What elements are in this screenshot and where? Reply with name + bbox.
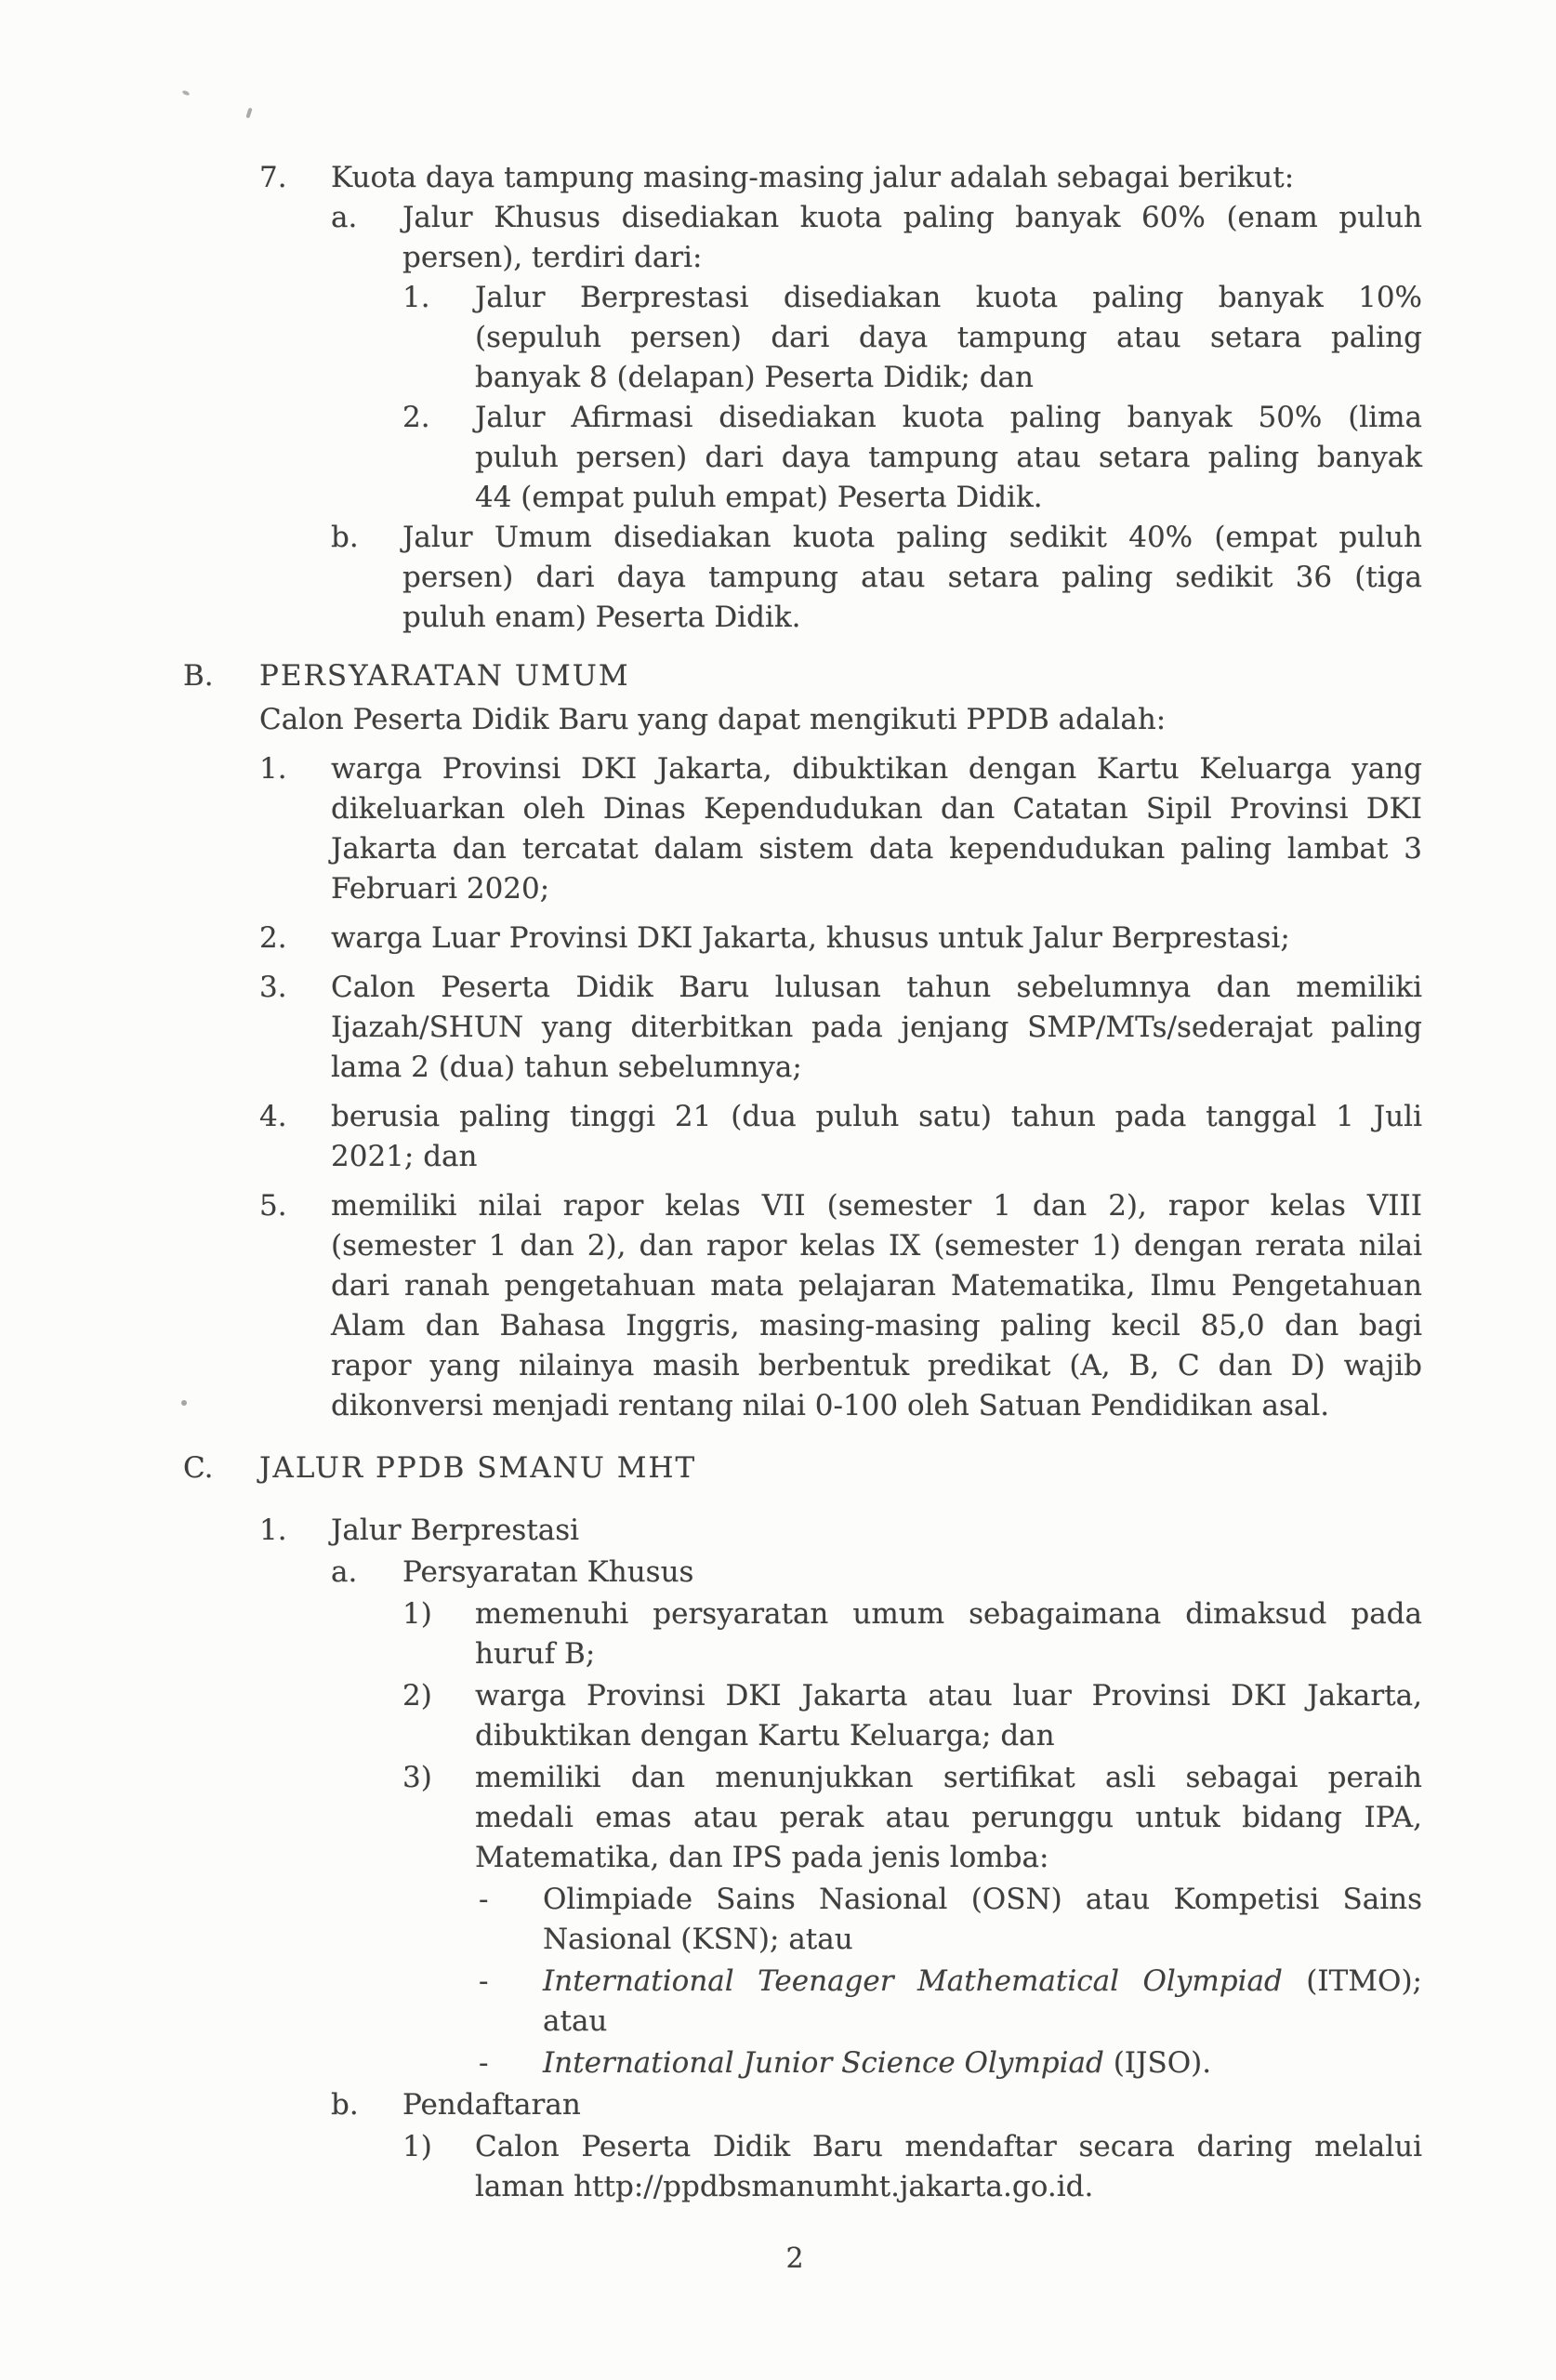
text-line: Jalur Berprestasi (331, 1514, 580, 1547)
text-line: rapor yang nilainya masih berbentuk predikat (A, B, C dan D) wajib (331, 1349, 1422, 1382)
text-line: warga Provinsi DKI Jakarta, dibuktikan dengan Kartu Keluarga yang (331, 752, 1422, 786)
text-line: Matematika, dan IPS pada jenis lomba: (475, 1841, 1049, 1874)
text-line: Calon Peserta Didik Baru mendaftar secara daring melalui (475, 2130, 1422, 2163)
text-line: Kuota daya tampung masing-masing jalur adalah sebagai berikut: (331, 161, 1295, 194)
item-text (331, 968, 1422, 1088)
item-label: 3) (402, 1761, 432, 1794)
item-7a-1 (402, 278, 1422, 398)
text-line: Jalur Umum disediakan kuota paling sedikit 40% (empat puluh (402, 521, 1422, 554)
item-text (402, 518, 1422, 638)
text-line: memiliki nilai rapor kelas VII (semester 1 dan 2), rapor kelas VIII (331, 1189, 1422, 1223)
item-c1b-1 (402, 2127, 1422, 2207)
item-label: - (479, 1964, 489, 1998)
item-c1a (331, 1553, 1422, 1593)
item-label (183, 700, 259, 740)
text-line: memiliki dan menunjukkan sertifikat asli sebagai peraih (475, 1761, 1422, 1794)
item-label: b. (331, 521, 359, 554)
item-text (331, 1097, 1422, 1177)
item-7b (331, 518, 1422, 638)
text-line: 44 (empat puluh empat) Peserta Didik. (475, 481, 1043, 514)
page-footer (0, 2242, 1556, 2276)
text-line: Jalur Berprestasi disediakan kuota paling banyak 10% (475, 281, 1422, 314)
item-text (543, 1962, 1422, 2042)
item-text (331, 1186, 1422, 1426)
text-line: PERSYARATAN UMUM (259, 659, 630, 693)
section-heading (183, 656, 1422, 696)
item-label: 3. (259, 971, 287, 1004)
item-b3 (259, 968, 1422, 1088)
item-text (475, 1676, 1422, 1756)
text-line: persen) dari daya tampung atau setara paling sedikit 36 (tiga (402, 561, 1422, 594)
item-label: - (479, 2046, 489, 2080)
page-number: 2 (785, 2242, 804, 2275)
item-text (331, 919, 1422, 959)
item-c1 (259, 1511, 1422, 1551)
text-line: medali emas atau perak atau perunggu untuk bidang IPA, (475, 1801, 1422, 1834)
text-line: laman http://ppdbsmanumht.jakarta.go.id. (475, 2170, 1094, 2203)
text-line: JALUR PPDB SMANU MHT (259, 1451, 697, 1485)
item-text (259, 656, 1422, 696)
text-line (543, 2043, 1422, 2083)
plain-text: (ITMO); (1282, 1964, 1422, 1998)
item-label: 2. (259, 921, 287, 955)
text-line: Calon Peserta Didik Baru lulusan tahun sebelumnya dan memiliki (331, 971, 1422, 1004)
lomba-ijso (479, 2043, 1422, 2083)
text-line: warga Luar Provinsi DKI Jakarta, khusus untuk Jalur Berprestasi; (331, 921, 1290, 955)
item-label: 2. (402, 401, 430, 434)
item-label: 2) (402, 1679, 432, 1712)
text-line: banyak 8 (delapan) Peserta Didik; dan (475, 361, 1035, 394)
item-c1a-1 (402, 1594, 1422, 1674)
item-label: 1) (402, 1597, 432, 1631)
lomba-osn (479, 1880, 1422, 1960)
scan-speck (182, 89, 191, 96)
text-line: (semester 1 dan 2), dan rapor kelas IX (semester 1) dengan rerata nilai (331, 1229, 1422, 1263)
text-line: atau (543, 2004, 608, 2038)
item-text (402, 198, 1422, 278)
section-b-intro (183, 700, 1422, 740)
text-line: Persyaratan Khusus (402, 1555, 694, 1589)
item-text (475, 398, 1422, 518)
plain-text: (IJSO). (1103, 2046, 1212, 2080)
text-line: dikeluarkan oleh Dinas Kependudukan dan Catatan Sipil Provinsi DKI (331, 792, 1422, 826)
scan-speck (245, 108, 252, 119)
item-b1 (259, 749, 1422, 909)
item-label: a. (331, 201, 358, 234)
item-7a-2 (402, 398, 1422, 518)
item-text (259, 1448, 1422, 1488)
document-body (0, 158, 1556, 2207)
text-line: lama 2 (dua) tahun sebelumnya; (331, 1051, 802, 1084)
item-7 (259, 158, 1422, 198)
item-text (331, 1511, 1422, 1551)
text-line: puluh persen) dari daya tampung atau setara paling banyak (475, 441, 1422, 474)
item-c1a-2 (402, 1676, 1422, 1756)
item-label: C. (183, 1451, 214, 1485)
item-c1a-3 (402, 1758, 1422, 1878)
item-label: 1) (402, 2130, 432, 2163)
item-text (331, 749, 1422, 909)
text-line: puluh enam) Peserta Didik. (402, 601, 801, 634)
text-line: Jakarta dan tercatat dalam sistem data kependudukan paling lambat 3 (331, 832, 1422, 866)
section-heading (183, 1448, 1422, 1488)
item-label: b. (331, 2088, 359, 2122)
item-text (402, 2085, 1422, 2125)
item-label: 5. (259, 1189, 287, 1223)
text-line: (sepuluh persen) dari daya tampung atau setara paling (475, 321, 1422, 354)
text-line: Jalur Khusus disediakan kuota paling banyak 60% (enam puluh (402, 201, 1422, 234)
text-line: Pendaftaran (402, 2088, 581, 2122)
lomba-itmo (479, 1962, 1422, 2042)
item-label: - (479, 1883, 489, 1916)
item-b4 (259, 1097, 1422, 1177)
item-text (543, 1880, 1422, 1960)
text-line: berusia paling tinggi 21 (dua puluh satu) tahun pada tanggal 1 Juli (331, 1100, 1422, 1133)
text-line: persen), terdiri dari: (402, 241, 703, 274)
item-c1b (331, 2085, 1422, 2125)
text-line: Calon Peserta Didik Baru yang dapat mengikuti PPDB adalah: (259, 703, 1167, 736)
text-line (543, 1962, 1422, 2002)
item-text (331, 158, 1422, 198)
item-label: 1. (259, 1514, 287, 1547)
text-line: dari ranah pengetahuan mata pelajaran Matematika, Ilmu Pengetahuan (331, 1269, 1422, 1302)
item-text (475, 1758, 1422, 1878)
text-line: Ijazah/SHUN yang diterbitkan pada jenjang SMP/MTs/sederajat paling (331, 1011, 1422, 1044)
item-b2 (259, 919, 1422, 959)
item-label: B. (183, 659, 214, 693)
item-label: a. (331, 1555, 358, 1589)
item-text (475, 2127, 1422, 2207)
text-line: Alam dan Bahasa Inggris, masing-masing paling kecil 85,0 dan bagi (331, 1309, 1422, 1342)
text-line: dikonversi menjadi rentang nilai 0-100 oleh Satuan Pendidikan asal. (331, 1389, 1330, 1422)
item-label: 1. (402, 281, 430, 314)
text-line: Februari 2020; (331, 872, 550, 906)
item-text (402, 1553, 1422, 1593)
item-text (259, 700, 1422, 740)
item-7a (331, 198, 1422, 278)
item-label: 4. (259, 1100, 287, 1133)
item-text (543, 2043, 1422, 2083)
text-line: Jalur Afirmasi disediakan kuota paling banyak 50% (lima (475, 401, 1422, 434)
italic-text: International Teenager Mathematical Olympiad (543, 1964, 1283, 1998)
item-b5 (259, 1186, 1422, 1426)
italic-text: International Junior Science Olympiad (543, 2046, 1104, 2080)
item-text (475, 1594, 1422, 1674)
text-line: huruf B; (475, 1637, 596, 1671)
item-label: 1. (259, 752, 287, 786)
text-line: warga Provinsi DKI Jakarta atau luar Provinsi DKI Jakarta, (475, 1679, 1422, 1712)
text-line: Olimpiade Sains Nasional (OSN) atau Kompetisi Sains (543, 1883, 1422, 1916)
item-text (475, 278, 1422, 398)
item-label: 7. (259, 161, 287, 194)
text-line: 2021; dan (331, 1140, 478, 1173)
text-line: Nasional (KSN); atau (543, 1923, 853, 1956)
text-line: memenuhi persyaratan umum sebagaimana dimaksud pada (475, 1597, 1422, 1631)
text-line: dibuktikan dengan Kartu Keluarga; dan (475, 1719, 1055, 1752)
